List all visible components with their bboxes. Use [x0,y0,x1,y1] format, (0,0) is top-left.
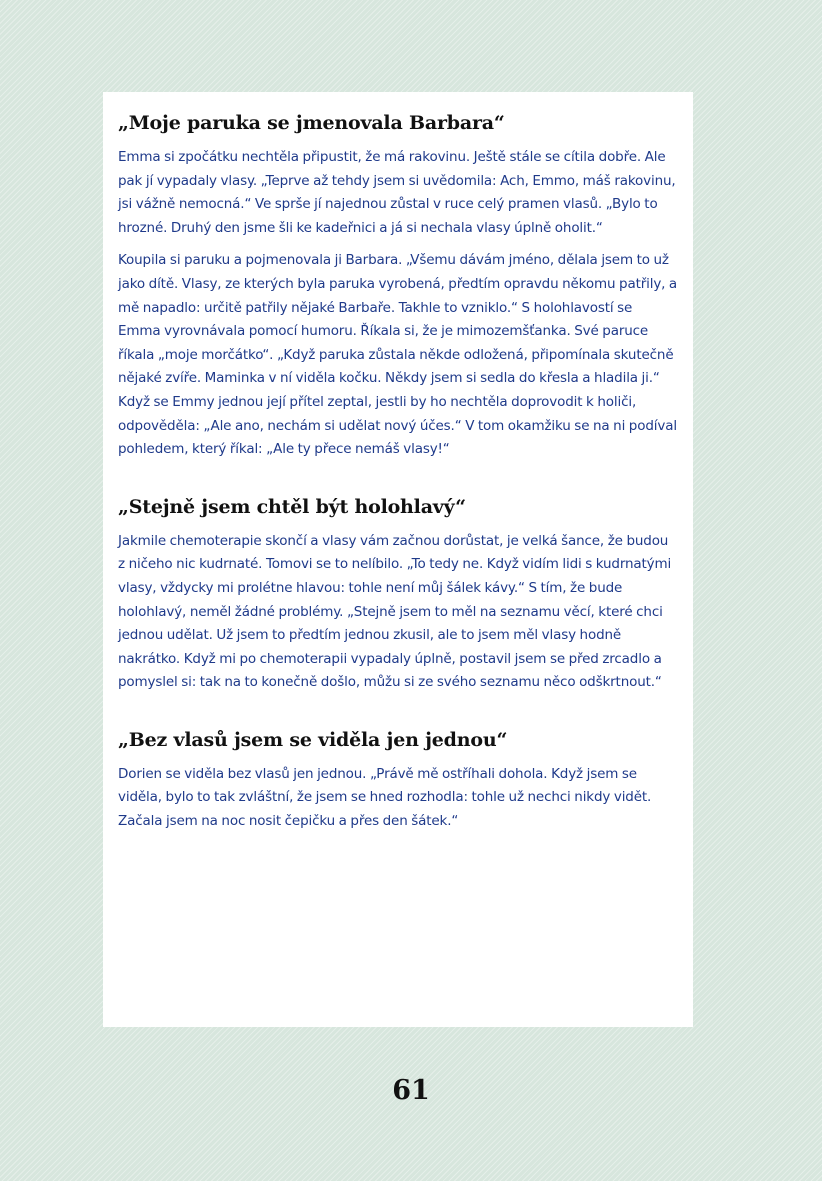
section-heading: „Moje paruka se jmenovala Barbara“ [118,112,505,134]
page-number: 61 [392,1075,430,1106]
page-content [103,92,693,1027]
section-bez-vlasu [118,727,678,834]
section-paragraph: Emma si zpočátku nechtěla připustit, že má rakovinu. Ještě stále se cítila dobře. Ale pak jí vypadaly vlasy. „Teprve až tehdy jsem si uvědomila: Ach, Emmo, máš rakovinu, jsi vážně nemocná.“ Ve sprše jí najednou zůstal v ruce celý pramen vlasů. „Bylo to hrozné. Druhý den jsme šli ke kadeřnici a já si nechala vlasy úplně oholit.“ [118,149,676,236]
section-paragraph: Koupila si paruku a pojmenovala ji Barbara. „Všemu dávám jméno, dělala jsem to už jako dítě. Vlasy, ze kterých byla paruka vyrobená, předtím opravdu někomu patřily, a mě napadlo: určitě patřily nějaké Barbaře. Takhle to vzniklo.“ S holohlavostí se Emma vyrovnávala pomocí humoru. Říkala si, že je mimozemšťanka. Své paruce říkala „moje morčátko“. „Když paruka zůstala někde odložená, připomínala skutečně nějaké zvíře. Maminka v ní viděla kočku. Někdy jsem si sedla do křesla a hladila ji.“ Když se Emmy jednou její přítel zeptal, jestli by ho nechtěla doprovodit k holiči, odpověděla: „Ale ano, nechám si udělat nový účes.“ V tom okamžiku se na ni podíval pohledem, který říkal: „Ale ty přece nemáš vlasy!“ [118,252,678,458]
section-holohlavy [118,494,678,695]
section-heading: „Bez vlasů jsem se viděla jen jednou“ [118,728,508,751]
section-barbara [118,110,678,462]
section-paragraph: Jakmile chemoterapie skončí a vlasy vám začnou dorůstat, je velká šance, že budou z ničeho nic kudrnaté. Tomovi se to nelíbilo. „To tedy ne. Když vidím lidi s kudrnatými vlasy, vždycky mi prolétne hlavou: tohle není můj šálek kávy.“ S tím, že bude holohlavý, neměl žádné problémy. „Stejně jsem to měl na seznamu věcí, které chci jednou udělat. Už jsem to předtím jednou zkusil, ale to jsem měl vlasy hodně nakrátko. Když mi po chemoterapii vypadaly úplně, postavil jsem se před zrcadlo a pomyslel si: tak na to konečně došlo, můžu si ze svého seznamu něco odškrtnout.“ [118,532,672,691]
section-paragraph: Dorien se viděla bez vlasů jen jednou. „Právě mě ostříhali dohola. Když jsem se viděla, bylo to tak zvláštní, že jsem se hned rozhodla: tohle už nechci nikdy vidět. Začala jsem na noc nosit čepičku a přes den šátek.“ [118,765,652,830]
section-heading: „Stejně jsem chtěl být holohlavý“ [118,495,466,518]
